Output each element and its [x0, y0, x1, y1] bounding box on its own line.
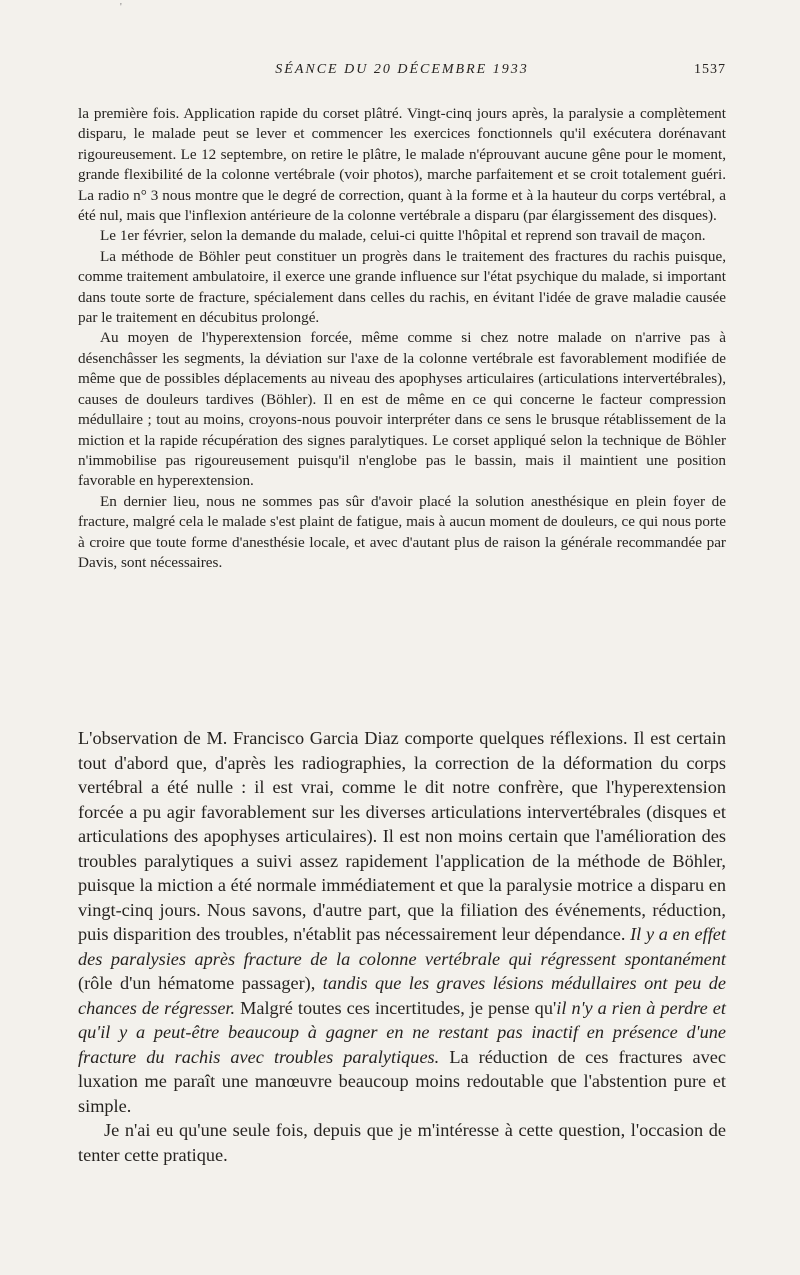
header-title: SÉANCE DU 20 DÉCEMBRE 1933 — [275, 62, 529, 77]
text-run: Malgré toutes ces incertitudes, je pense qu' — [235, 997, 557, 1018]
paragraph: Au moyen de l'hyperextension forcée, même comme si chez notre malade on n'arrive pas à désenchâsser les segments, la déviation sur l'axe de la colonne vertébrale est favorablement modifiée de même que de possibles déplacements au niveau des apophyses articulaires (articulations intervertébrales), causes de douleurs tardives (Böhler). Il en est de même en ce qui concerne le facteur compression médullaire ; tout au moins, croyons-nous pouvoir interpréter dans ce sens le brusque rétablissement de la miction et la rapide récupération des signes paralytiques. Le corset appliqué selon la technique de Böhler n'immobilise pas rigoureusement puisqu'il n'englobe pas le bassin, mais il maintient une position favorable en hyperextension. — [78, 329, 726, 490]
page-number: 1537 — [694, 62, 726, 77]
paragraph — [78, 726, 726, 1118]
paragraph: Je n'ai eu qu'une seule fois, depuis que je m'intéresse à cette question, l'occasion de tenter cette pratique. — [78, 1120, 726, 1165]
text-run: La réduction de ces fractures avec luxation me paraît une manœuvre beaucoup moins redoutable que l'abstention pure et simple. — [78, 1046, 727, 1116]
paragraph: La méthode de Böhler peut constituer un progrès dans le traitement des fractures du rachis puisque, comme traitement ambulatoire, il exerce une grande influence sur l'état psychique du malade, si important dans toute sorte de fracture, spécialement dans celles du rachis, en évitant l'idée de grave maladie causée par le traitement en décubitus prolongé. — [78, 247, 726, 327]
italic-run: tandis que les graves lésions médullaires ont peu de chances de régresser. — [78, 973, 726, 1018]
commentary-text — [78, 726, 726, 1167]
paragraph: Le 1er février, selon la demande du malade, celui-ci quitte l'hôpital et reprend son travail de maçon. — [100, 227, 706, 245]
text-run: (rôle d'un hématome passager), — [78, 973, 323, 993]
italic-run: il n'y a rien à perdre et qu'il y a peut-être beaucoup à gagner en ne restant pas inactif en présence d'une fracture du rachis avec troubles paralytiques. — [78, 997, 726, 1067]
italic-run: Il y a en effet des paralysies après fracture de la colonne vertébrale qui régressent spontanément — [78, 924, 726, 969]
running-header — [78, 62, 726, 78]
paragraph: En dernier lieu, nous ne sommes pas sûr d'avoir placé la solution anesthésique en plein foyer de fracture, malgré cela le malade s'est plaint de fatigue, mais à aucun moment de douleurs, ce qui nous porte à croire que toute forme d'anesthésie locale, et avec d'autant plus de raison la générale recommandée par Davis, sont nécessaires. — [78, 492, 726, 571]
case-report-text — [78, 104, 726, 573]
text-run: L'observation de M. Francisco Garcia Diaz comporte quelques réflexions. Il est certain tout d'abord que, d'après les radiographies, la correction de la déformation du corps vertébral a été nulle : il est vrai, comme le dit notre confrère, que l'hyperextension forcée a pu agir favorablement sur les diverses articulations intervertébrales (disques et articulations des apophyses articulaires). Il est non moins certain que l'amélioration des troubles paralytiques a suivi assez rapidement l'application de la méthode de Böhler, puisque la miction a été normale immédiatement et que la paralysie motrice a disparu en vingt-cinq jours. Nous savons, d'autre part, que la filiation des événements, réduction, puis disparition des troubles, n'établit pas nécessairement leur dépendance. — [78, 728, 726, 944]
stray-mark: ' — [120, 2, 122, 13]
paragraph: la première fois. Application rapide du corset plâtré. Vingt-cinq jours après, la paralysie a complètement disparu, le malade peut se lever et commencer les exercices fonctionnels qu'il exécutera dorénavant rigoureusement. Le 12 septembre, on retire le plâtre, le malade n'éprouvant aucune gêne pour le moment, grande flexibilité de la colonne vertébrale (voir photos), marche parfaitement et se croit totalement guéri. La radio n° 3 nous montre que le degré de correction, quant à la forme et à la hauteur du corps vertébral, a été nul, mais que l'inflexion antérieure de la colonne vertébrale a disparu (par élargissement des disques). — [78, 105, 726, 225]
